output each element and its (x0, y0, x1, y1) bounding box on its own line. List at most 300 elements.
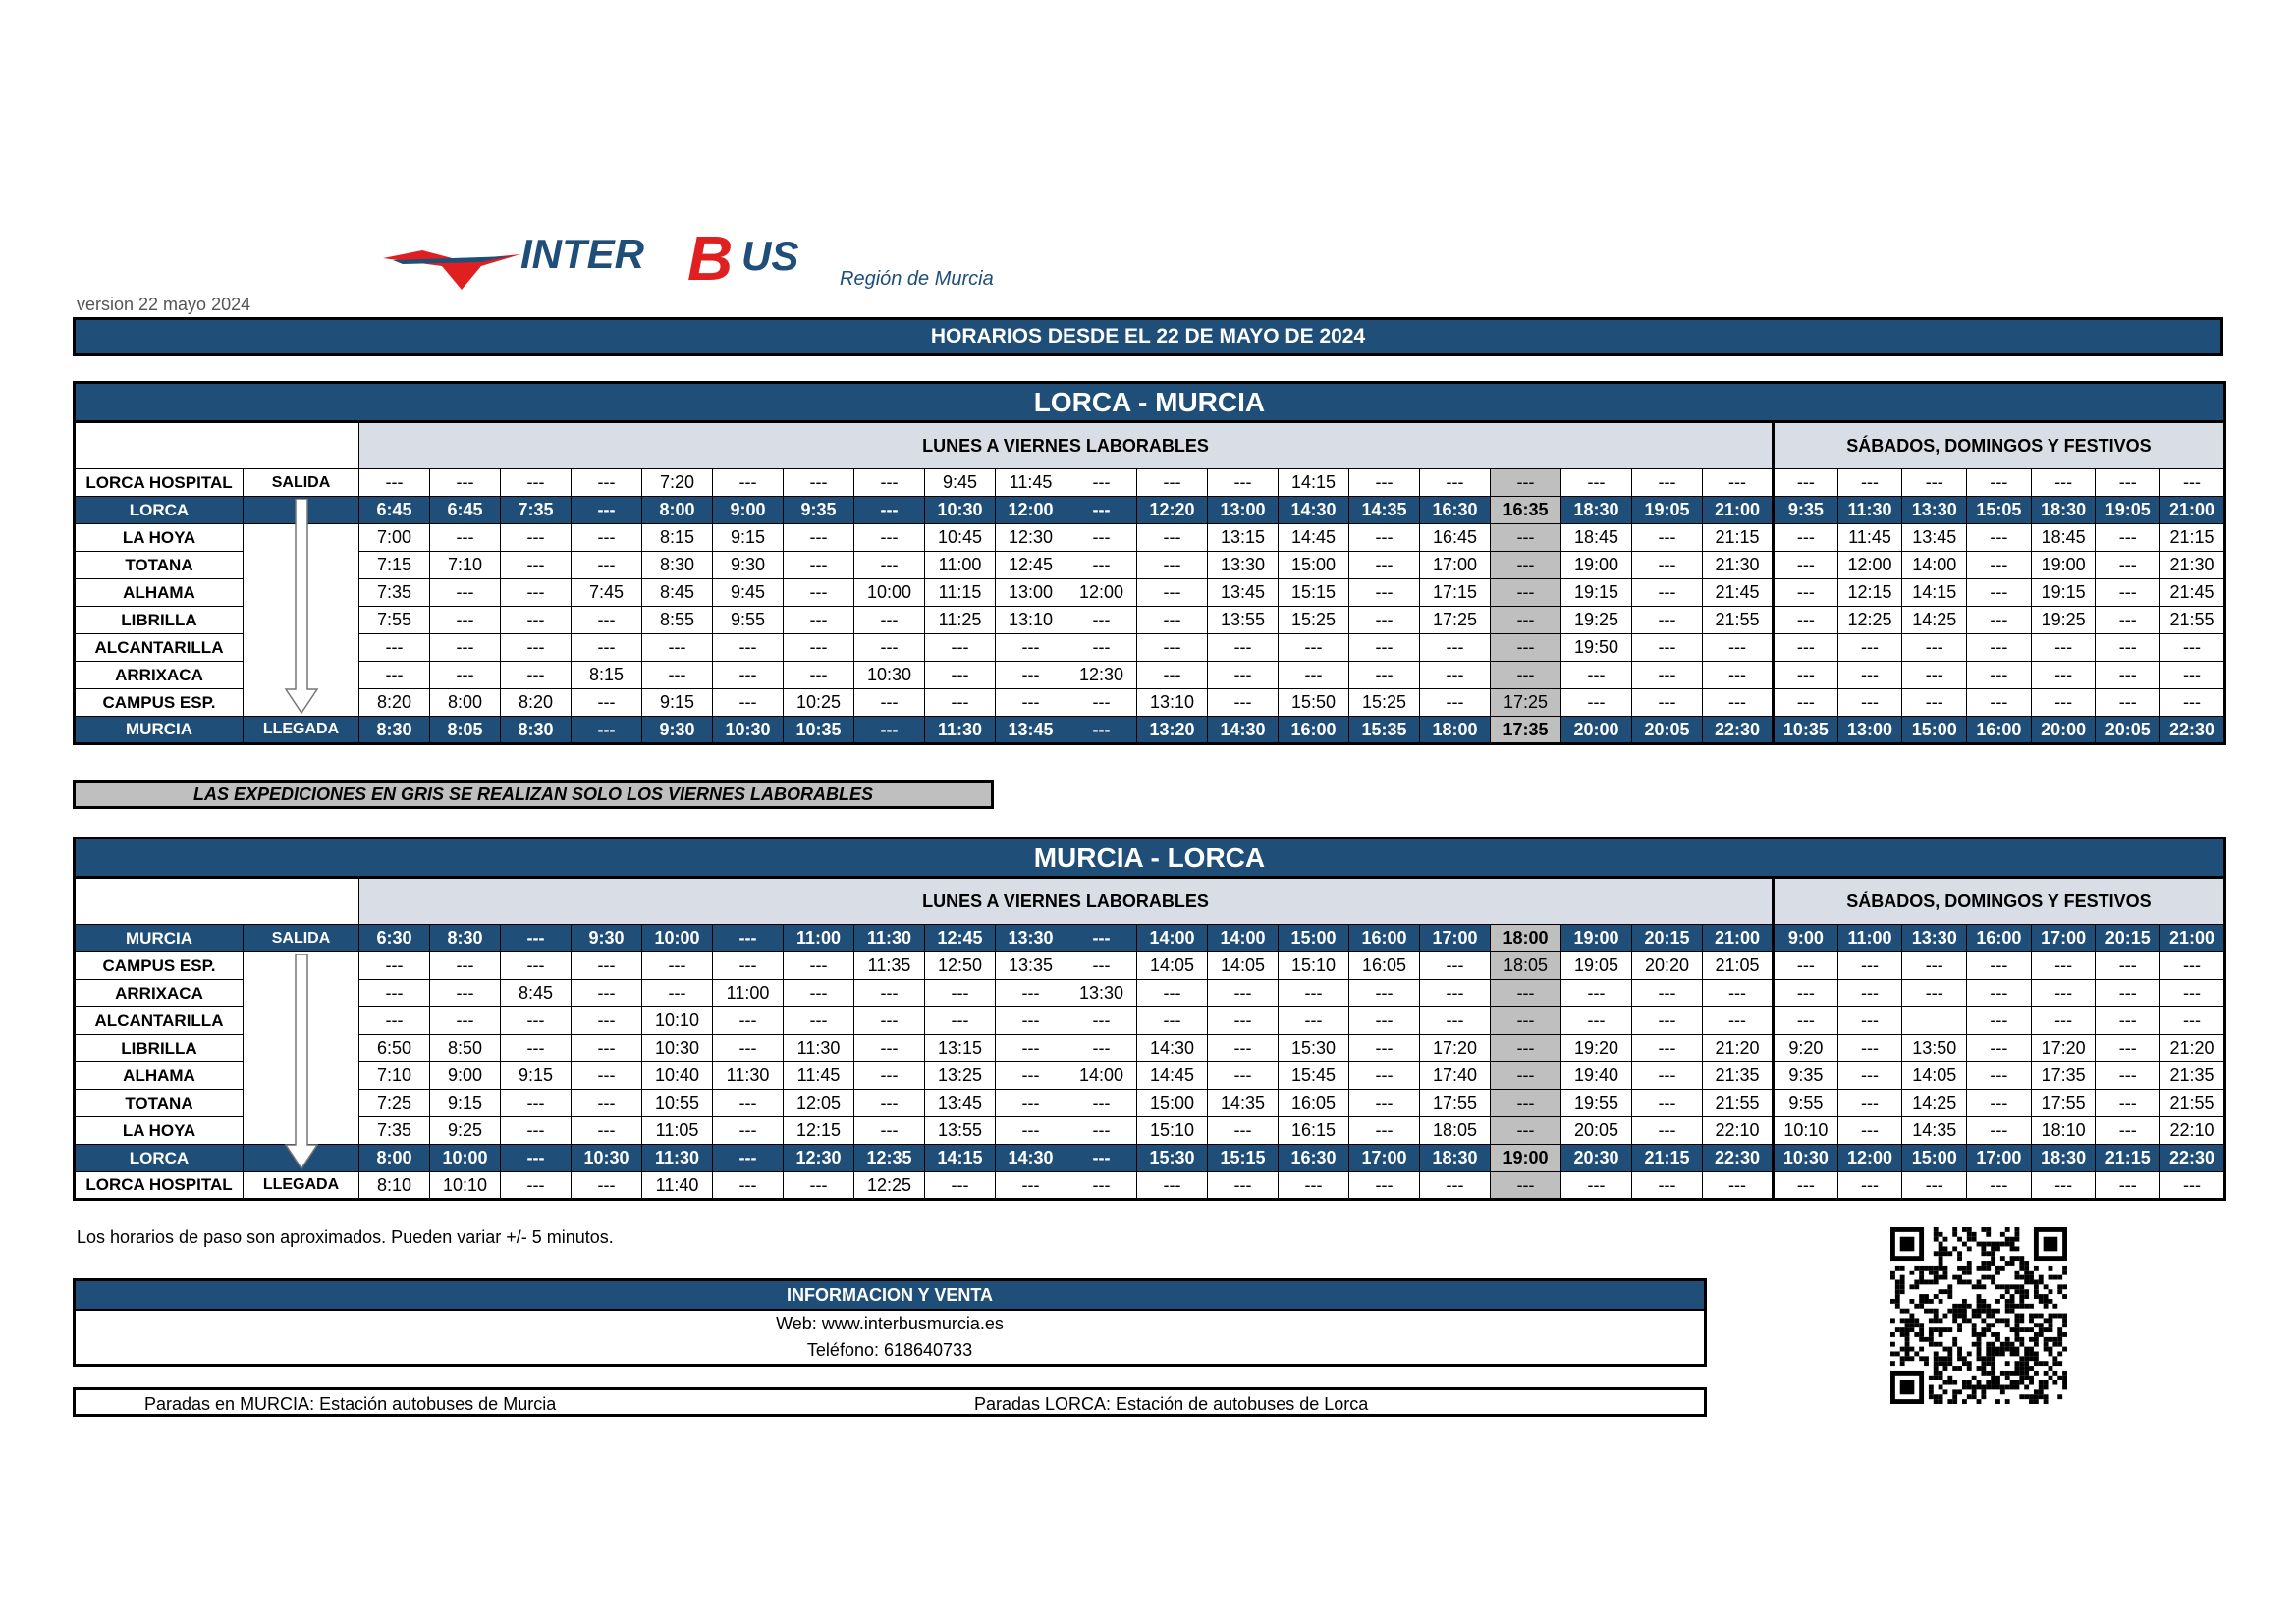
time-cell: --- (2096, 662, 2160, 689)
time-cell: --- (784, 1007, 854, 1035)
time-cell: 12:00 (1837, 1145, 1902, 1172)
time-cell: --- (1208, 469, 1279, 497)
time-cell: --- (1349, 579, 1420, 607)
time-cell: 13:00 (996, 579, 1066, 607)
time-cell: 13:30 (1066, 980, 1137, 1007)
time-cell: 7:45 (572, 579, 642, 607)
time-cell: --- (1902, 634, 1967, 662)
time-cell: --- (501, 579, 572, 607)
time-cell: --- (1137, 1172, 1208, 1200)
time-cell: 21:00 (2160, 925, 2225, 952)
time-cell: 19:05 (2096, 497, 2160, 524)
time-cell: --- (854, 497, 925, 524)
time-cell: --- (1703, 1172, 1774, 1200)
time-cell: --- (996, 634, 1066, 662)
time-cell: 17:00 (1420, 925, 1491, 952)
weekday-header: LUNES A VIERNES LABORABLES (359, 878, 1774, 925)
time-cell: --- (1774, 980, 1838, 1007)
time-cell: 15:25 (1349, 689, 1420, 717)
time-cell: --- (784, 662, 854, 689)
time-cell: 11:45 (1837, 524, 1902, 552)
time-cell: --- (784, 952, 854, 980)
time-cell: --- (713, 1172, 784, 1200)
time-cell: 10:00 (854, 579, 925, 607)
time-cell: 7:25 (359, 1090, 430, 1117)
time-cell: --- (1703, 1007, 1774, 1035)
time-cell: 11:30 (784, 1035, 854, 1062)
time-cell: 18:05 (1491, 952, 1561, 980)
time-cell: --- (1703, 634, 1774, 662)
time-cell: 11:30 (1837, 497, 1902, 524)
time-cell: --- (1208, 1172, 1279, 1200)
time-cell: --- (854, 607, 925, 634)
time-cell: --- (1491, 552, 1561, 579)
time-cell: --- (1837, 469, 1902, 497)
time-cell: --- (1137, 634, 1208, 662)
time-cell: 12:20 (1137, 497, 1208, 524)
time-cell: 9:30 (572, 925, 642, 952)
time-cell: --- (1837, 1117, 1902, 1145)
time-cell: --- (1632, 552, 1703, 579)
time-cell: --- (1066, 1007, 1137, 1035)
interbus-logo-icon (383, 250, 520, 290)
time-cell: --- (1967, 1007, 2032, 1035)
time-cell: --- (1774, 689, 1838, 717)
time-cell: 9:25 (430, 1117, 501, 1145)
time-cell: --- (1561, 469, 1632, 497)
time-cell: 14:35 (1902, 1117, 1967, 1145)
time-cell: --- (1349, 1090, 1420, 1117)
time-cell: --- (642, 634, 713, 662)
stop-row (75, 952, 2225, 980)
route-title: MURCIA - LORCA (75, 839, 2225, 878)
time-cell: --- (1066, 1117, 1137, 1145)
stop-name: MURCIA (75, 925, 244, 952)
time-cell: --- (1491, 469, 1561, 497)
time-cell: --- (2031, 634, 2096, 662)
time-cell: 20:05 (2096, 717, 2160, 744)
time-cell: --- (1491, 1062, 1561, 1090)
time-cell: 15:15 (1208, 1145, 1279, 1172)
time-cell: --- (2160, 689, 2225, 717)
time-cell: --- (2031, 1172, 2096, 1200)
info-phone: Teléfono: 618640733 (806, 1340, 973, 1360)
stop-row (75, 1117, 2225, 1145)
time-cell: --- (713, 1090, 784, 1117)
time-cell: --- (996, 1007, 1066, 1035)
time-cell: 22:30 (1703, 1145, 1774, 1172)
stop-name: CAMPUS ESP. (75, 689, 244, 717)
time-cell: --- (996, 980, 1066, 1007)
stop-row (75, 524, 2225, 552)
time-cell: --- (1774, 579, 1838, 607)
time-cell: 16:05 (1349, 952, 1420, 980)
time-cell: 8:30 (501, 717, 572, 744)
interbus-logo (383, 221, 1051, 299)
stop-tag (244, 497, 359, 524)
arrow-cell (244, 980, 359, 1007)
time-cell: 15:35 (1349, 717, 1420, 744)
time-cell: --- (430, 524, 501, 552)
time-cell: --- (1967, 607, 2032, 634)
time-cell: 14:05 (1137, 952, 1208, 980)
time-cell: --- (2096, 1090, 2160, 1117)
time-cell: 7:10 (359, 1062, 430, 1090)
time-cell: 17:20 (2031, 1035, 2096, 1062)
time-cell: 21:35 (2160, 1062, 2225, 1090)
time-cell: --- (2160, 1172, 2225, 1200)
stops-lorca: Paradas LORCA: Estación de autobuses de Lorca (974, 1394, 1369, 1414)
time-cell: 21:15 (2096, 1145, 2160, 1172)
time-cell: 10:10 (1774, 1117, 1838, 1145)
time-cell: 11:45 (784, 1062, 854, 1090)
time-cell: 13:45 (1902, 524, 1967, 552)
time-cell: 12:30 (996, 524, 1066, 552)
time-cell: --- (501, 1007, 572, 1035)
time-cell: 8:05 (430, 717, 501, 744)
time-cell: --- (784, 607, 854, 634)
time-cell: --- (430, 1007, 501, 1035)
time-cell: 11:30 (925, 717, 996, 744)
time-cell: 21:55 (1703, 607, 1774, 634)
time-cell: --- (1137, 1007, 1208, 1035)
time-cell: --- (2031, 662, 2096, 689)
time-cell: 11:00 (1837, 925, 1902, 952)
time-cell: 9:35 (784, 497, 854, 524)
time-cell: 19:20 (1561, 1035, 1632, 1062)
time-cell: 12:25 (1837, 607, 1902, 634)
time-cell: --- (713, 469, 784, 497)
time-cell: 17:55 (1420, 1090, 1491, 1117)
time-cell: --- (1967, 1062, 2032, 1090)
time-cell: 21:15 (2160, 524, 2225, 552)
time-cell: --- (2160, 980, 2225, 1007)
weekend-header: SÁBADOS, DOMINGOS Y FESTIVOS (1774, 422, 2225, 469)
time-cell: --- (1491, 980, 1561, 1007)
time-cell: 13:30 (1902, 497, 1967, 524)
time-cell: 15:00 (1902, 717, 1967, 744)
time-cell: 10:40 (642, 1062, 713, 1090)
time-cell: --- (1349, 1062, 1420, 1090)
time-cell: 15:50 (1279, 689, 1349, 717)
time-cell: --- (1208, 689, 1279, 717)
time-cell: 18:00 (1491, 925, 1561, 952)
arrow-cell (244, 524, 359, 552)
stop-row (75, 1062, 2225, 1090)
stop-row (75, 497, 2225, 524)
time-cell: 20:00 (2031, 717, 2096, 744)
time-cell: --- (501, 925, 572, 952)
time-cell: 7:15 (359, 552, 430, 579)
time-cell: 13:35 (996, 952, 1066, 980)
time-cell: --- (854, 552, 925, 579)
time-cell: 19:05 (1632, 497, 1703, 524)
time-cell: --- (854, 980, 925, 1007)
time-cell: 19:00 (2031, 552, 2096, 579)
time-cell: --- (430, 634, 501, 662)
time-cell: --- (359, 952, 430, 980)
time-cell: --- (1420, 634, 1491, 662)
time-cell: --- (2031, 469, 2096, 497)
time-cell: 12:15 (784, 1117, 854, 1145)
time-cell: 14:30 (996, 1145, 1066, 1172)
time-cell: 11:30 (854, 925, 925, 952)
lorca-murcia-table (73, 381, 2226, 745)
time-cell: --- (1066, 524, 1137, 552)
time-cell: --- (925, 689, 996, 717)
time-cell: 19:00 (1561, 925, 1632, 952)
time-cell: 13:45 (1208, 579, 1279, 607)
stop-name: TOTANA (75, 552, 244, 579)
time-cell: --- (1491, 1117, 1561, 1145)
time-cell: --- (1349, 1035, 1420, 1062)
time-cell: --- (1491, 607, 1561, 634)
time-cell: 16:15 (1279, 1117, 1349, 1145)
time-cell: --- (572, 1117, 642, 1145)
time-cell: --- (713, 925, 784, 952)
time-cell: --- (359, 980, 430, 1007)
time-cell: 10:30 (642, 1035, 713, 1062)
time-cell: --- (1066, 1145, 1137, 1172)
time-cell: 15:00 (1137, 1090, 1208, 1117)
time-cell: 19:15 (1561, 579, 1632, 607)
time-cell: 9:00 (1774, 925, 1838, 952)
stop-name: LORCA HOSPITAL (75, 1172, 244, 1200)
time-cell: --- (1837, 662, 1902, 689)
time-cell: 19:40 (1561, 1062, 1632, 1090)
time-cell: --- (1967, 662, 2032, 689)
time-cell: --- (854, 524, 925, 552)
time-cell: 13:00 (1208, 497, 1279, 524)
time-cell: 8:45 (501, 980, 572, 1007)
arrow-cell (244, 579, 359, 607)
page-title: HORARIOS DESDE EL 22 DE MAYO DE 2024 (73, 317, 2223, 356)
time-cell: 19:25 (1561, 607, 1632, 634)
time-cell: --- (784, 634, 854, 662)
time-cell: --- (1561, 662, 1632, 689)
time-cell: 21:35 (1703, 1062, 1774, 1090)
time-cell: 17:35 (1491, 717, 1561, 744)
time-cell: --- (1279, 634, 1349, 662)
time-cell: --- (1703, 469, 1774, 497)
time-cell: 7:10 (430, 552, 501, 579)
time-cell: --- (359, 1007, 430, 1035)
time-cell: --- (713, 952, 784, 980)
time-cell: 21:05 (1703, 952, 1774, 980)
time-cell: --- (1349, 524, 1420, 552)
time-cell: --- (1967, 980, 2032, 1007)
stop-tag: LLEGADA (244, 717, 359, 744)
time-cell: 15:25 (1279, 607, 1349, 634)
time-cell: --- (501, 1145, 572, 1172)
time-cell: 12:45 (925, 925, 996, 952)
time-cell: --- (572, 1035, 642, 1062)
stop-name: ALHAMA (75, 1062, 244, 1090)
time-cell: 7:20 (642, 469, 713, 497)
stop-name: CAMPUS ESP. (75, 952, 244, 980)
time-cell: --- (2096, 980, 2160, 1007)
time-cell: --- (1066, 552, 1137, 579)
time-cell: --- (1967, 579, 2032, 607)
time-cell: 12:00 (1066, 579, 1137, 607)
arrow-cell (244, 1062, 359, 1090)
time-cell: --- (854, 689, 925, 717)
time-cell: 21:00 (1703, 925, 1774, 952)
time-cell: --- (1837, 634, 1902, 662)
time-cell: --- (1561, 689, 1632, 717)
time-cell: --- (1774, 662, 1838, 689)
time-cell: --- (1774, 607, 1838, 634)
time-cell: --- (1967, 952, 2032, 980)
time-cell: 22:30 (2160, 1145, 2225, 1172)
stop-row (75, 1007, 2225, 1035)
time-cell: 21:00 (2160, 497, 2225, 524)
time-cell: --- (430, 579, 501, 607)
time-cell: 21:45 (2160, 579, 2225, 607)
time-cell: 9:00 (713, 497, 784, 524)
time-cell: --- (1066, 717, 1137, 744)
time-cell: --- (2096, 1172, 2160, 1200)
time-cell: --- (713, 1145, 784, 1172)
stop-tag: SALIDA (244, 469, 359, 497)
time-cell: 16:35 (1491, 497, 1561, 524)
time-cell: 12:30 (1066, 662, 1137, 689)
time-cell: 13:00 (1837, 717, 1902, 744)
stop-row (75, 469, 2225, 497)
time-cell: --- (1902, 980, 1967, 1007)
time-cell: --- (2031, 689, 2096, 717)
time-cell: 21:00 (1703, 497, 1774, 524)
route-title: LORCA - MURCIA (75, 383, 2225, 422)
time-cell: --- (1774, 1172, 1838, 1200)
time-cell: 20:05 (1561, 1117, 1632, 1145)
time-cell: 10:10 (430, 1172, 501, 1200)
time-cell: --- (2096, 1062, 2160, 1090)
time-cell: --- (1837, 1007, 1902, 1035)
time-cell: 21:55 (1703, 1090, 1774, 1117)
time-cell: 22:30 (1703, 717, 1774, 744)
time-cell: 9:35 (1774, 497, 1838, 524)
time-cell: 20:15 (1632, 925, 1703, 952)
time-cell: --- (854, 1035, 925, 1062)
time-cell: 7:55 (359, 607, 430, 634)
time-cell: 13:30 (996, 925, 1066, 952)
time-cell: --- (1902, 952, 1967, 980)
time-cell: 14:15 (1902, 579, 1967, 607)
time-cell: --- (430, 607, 501, 634)
time-cell: 22:10 (1703, 1117, 1774, 1145)
time-cell: 15:00 (1279, 552, 1349, 579)
time-cell: --- (1632, 1117, 1703, 1145)
time-cell: 12:45 (996, 552, 1066, 579)
time-cell: 14:25 (1902, 1090, 1967, 1117)
time-cell: 20:30 (1561, 1145, 1632, 1172)
time-cell: --- (430, 952, 501, 980)
time-cell: --- (1420, 980, 1491, 1007)
time-cell: 10:30 (854, 662, 925, 689)
time-cell: 16:00 (1279, 717, 1349, 744)
time-cell: 12:05 (784, 1090, 854, 1117)
time-cell: --- (1632, 689, 1703, 717)
stop-row (75, 1145, 2225, 1172)
time-cell: --- (1066, 925, 1137, 952)
time-cell: 14:05 (1208, 952, 1279, 980)
time-cell: --- (1837, 952, 1902, 980)
version-label: version 22 mayo 2024 (77, 295, 251, 314)
time-cell: 8:30 (430, 925, 501, 952)
info-web-link[interactable]: Web: www.interbusmurcia.es (776, 1314, 1004, 1333)
time-cell: --- (1967, 524, 2032, 552)
time-cell: --- (2096, 1035, 2160, 1062)
time-cell: --- (501, 634, 572, 662)
qr-code-icon[interactable] (1887, 1227, 2070, 1404)
time-cell: --- (1774, 552, 1838, 579)
time-cell: --- (784, 552, 854, 579)
time-cell: 19:00 (1561, 552, 1632, 579)
time-cell: 22:10 (2160, 1117, 2225, 1145)
time-cell: 13:55 (1208, 607, 1279, 634)
time-cell: 13:55 (925, 1117, 996, 1145)
gray-trips-note: LAS EXPEDICIONES EN GRIS SE REALIZAN SOLO LOS VIERNES LABORABLES (73, 780, 994, 809)
time-cell: --- (1967, 1117, 2032, 1145)
time-cell: --- (1632, 1062, 1703, 1090)
time-cell: --- (996, 1090, 1066, 1117)
time-cell: 18:05 (1420, 1117, 1491, 1145)
time-cell: --- (1632, 1172, 1703, 1200)
logo-us-text: US (741, 233, 799, 279)
time-cell: --- (1066, 607, 1137, 634)
time-cell: 9:45 (925, 469, 996, 497)
time-cell: --- (1632, 1035, 1703, 1062)
time-cell: 10:30 (925, 497, 996, 524)
time-cell: --- (642, 952, 713, 980)
time-cell: 18:30 (1561, 497, 1632, 524)
time-cell: --- (1967, 552, 2032, 579)
time-cell: 18:10 (2031, 1117, 2096, 1145)
time-cell: --- (572, 607, 642, 634)
time-cell: --- (1837, 1035, 1902, 1062)
time-cell: 20:20 (1632, 952, 1703, 980)
time-cell: --- (1066, 1035, 1137, 1062)
time-cell: --- (501, 1172, 572, 1200)
time-cell: 12:30 (784, 1145, 854, 1172)
time-cell: --- (1967, 1090, 2032, 1117)
time-cell: 13:10 (996, 607, 1066, 634)
time-cell: --- (572, 952, 642, 980)
time-cell: --- (1208, 1117, 1279, 1145)
time-cell: 18:45 (2031, 524, 2096, 552)
time-cell: --- (854, 1117, 925, 1145)
time-cell: 13:45 (996, 717, 1066, 744)
time-cell: --- (1349, 980, 1420, 1007)
time-cell: --- (713, 1117, 784, 1145)
time-cell: --- (572, 469, 642, 497)
time-cell: --- (713, 662, 784, 689)
time-cell: 15:45 (1279, 1062, 1349, 1090)
time-cell: --- (2096, 469, 2160, 497)
time-cell: 11:00 (925, 552, 996, 579)
time-cell: --- (713, 634, 784, 662)
time-cell: 9:55 (713, 607, 784, 634)
route-header-row (75, 383, 2225, 422)
time-cell: --- (1703, 662, 1774, 689)
stops-box (73, 1387, 1707, 1417)
time-cell: --- (1208, 662, 1279, 689)
time-cell: --- (1703, 689, 1774, 717)
time-cell: 22:30 (2160, 717, 2225, 744)
time-cell: 12:00 (996, 497, 1066, 524)
time-cell: 21:15 (1703, 524, 1774, 552)
